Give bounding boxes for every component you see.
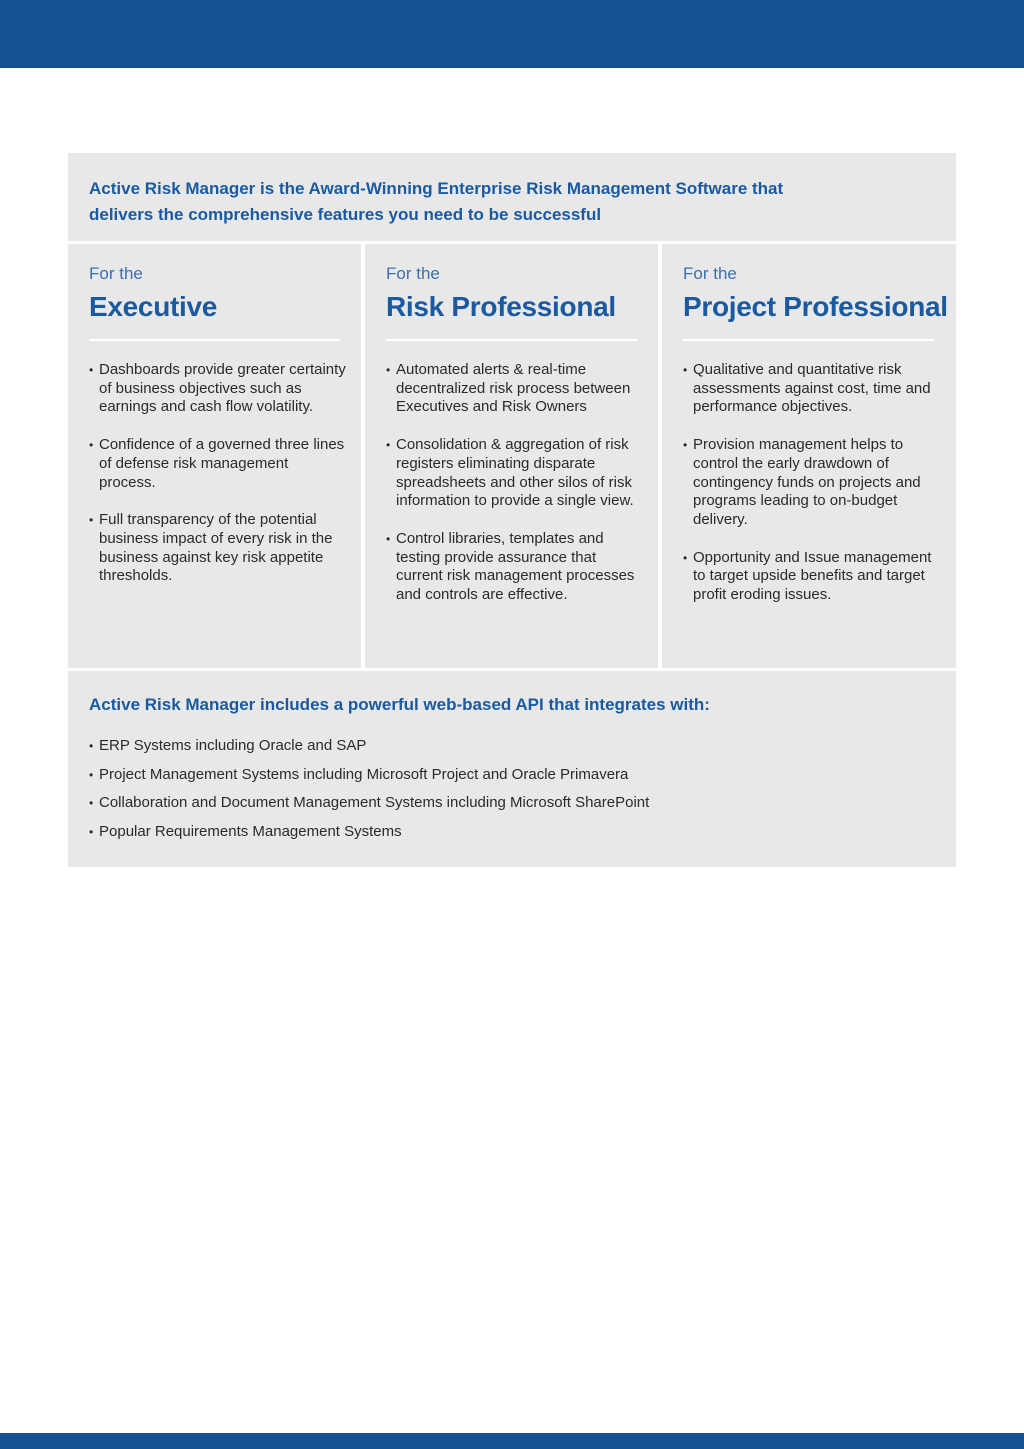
divider bbox=[683, 339, 934, 341]
column-prefix: For the bbox=[89, 264, 143, 283]
bullet-list bbox=[683, 361, 943, 624]
list-item: • Qualitative and quantitative risk assessments against cost, time and performance objectives. bbox=[683, 361, 943, 417]
api-integration-list bbox=[89, 737, 649, 851]
api-heading: Active Risk Manager includes a powerful web-based API that integrates with: bbox=[89, 695, 710, 714]
column-project-professional bbox=[662, 244, 956, 668]
list-item: • Control libraries, templates and testing provide assurance that current risk management processes and controls are effective. bbox=[386, 530, 646, 605]
footer-band bbox=[0, 1433, 1024, 1449]
list-item: • Consolidation & aggregation of risk registers eliminating disparate spreadsheets and other silos of risk information to provide a single view. bbox=[386, 436, 646, 511]
column-risk-professional bbox=[365, 244, 658, 668]
api-panel bbox=[68, 671, 956, 867]
divider bbox=[386, 339, 637, 341]
divider bbox=[89, 339, 340, 341]
header-band bbox=[0, 0, 1024, 68]
list-item: • Dashboards provide greater certainty of business objectives such as earnings and cash flow volatility. bbox=[89, 361, 349, 417]
list-item: • Collaboration and Document Management Systems including Microsoft SharePoint bbox=[89, 794, 649, 823]
column-executive bbox=[68, 244, 361, 668]
column-title: Executive bbox=[89, 291, 218, 322]
intro-line-2: delivers the comprehensive features you need to be successful bbox=[89, 205, 602, 224]
list-item: • Project Management Systems including Microsoft Project and Oracle Primavera bbox=[89, 766, 649, 795]
intro-line-1: Active Risk Manager is the Award-Winning Enterprise Risk Management Software that bbox=[89, 179, 784, 198]
list-item: • Automated alerts & real-time decentralized risk process between Executives and Risk Owners bbox=[386, 361, 646, 417]
bullet-list bbox=[89, 361, 349, 605]
column-prefix: For the bbox=[386, 264, 440, 283]
column-prefix: For the bbox=[683, 264, 737, 283]
list-item: • Popular Requirements Management Systems bbox=[89, 823, 649, 852]
list-item: • Opportunity and Issue management to target upside benefits and target profit eroding issues. bbox=[683, 549, 943, 605]
list-item: • ERP Systems including Oracle and SAP bbox=[89, 737, 649, 766]
column-title: Risk Professional bbox=[386, 291, 616, 322]
column-title: Project Professional bbox=[683, 291, 948, 322]
list-item: • Full transparency of the potential business impact of every risk in the business against key risk appetite thresholds. bbox=[89, 511, 349, 586]
list-item: • Provision management helps to control the early drawdown of contingency funds on projects and programs leading to on-budget delivery. bbox=[683, 436, 943, 530]
intro-heading bbox=[89, 176, 783, 228]
bullet-list bbox=[386, 361, 646, 624]
list-item: • Confidence of a governed three lines of defense risk management process. bbox=[89, 436, 349, 492]
intro-panel bbox=[68, 153, 956, 241]
